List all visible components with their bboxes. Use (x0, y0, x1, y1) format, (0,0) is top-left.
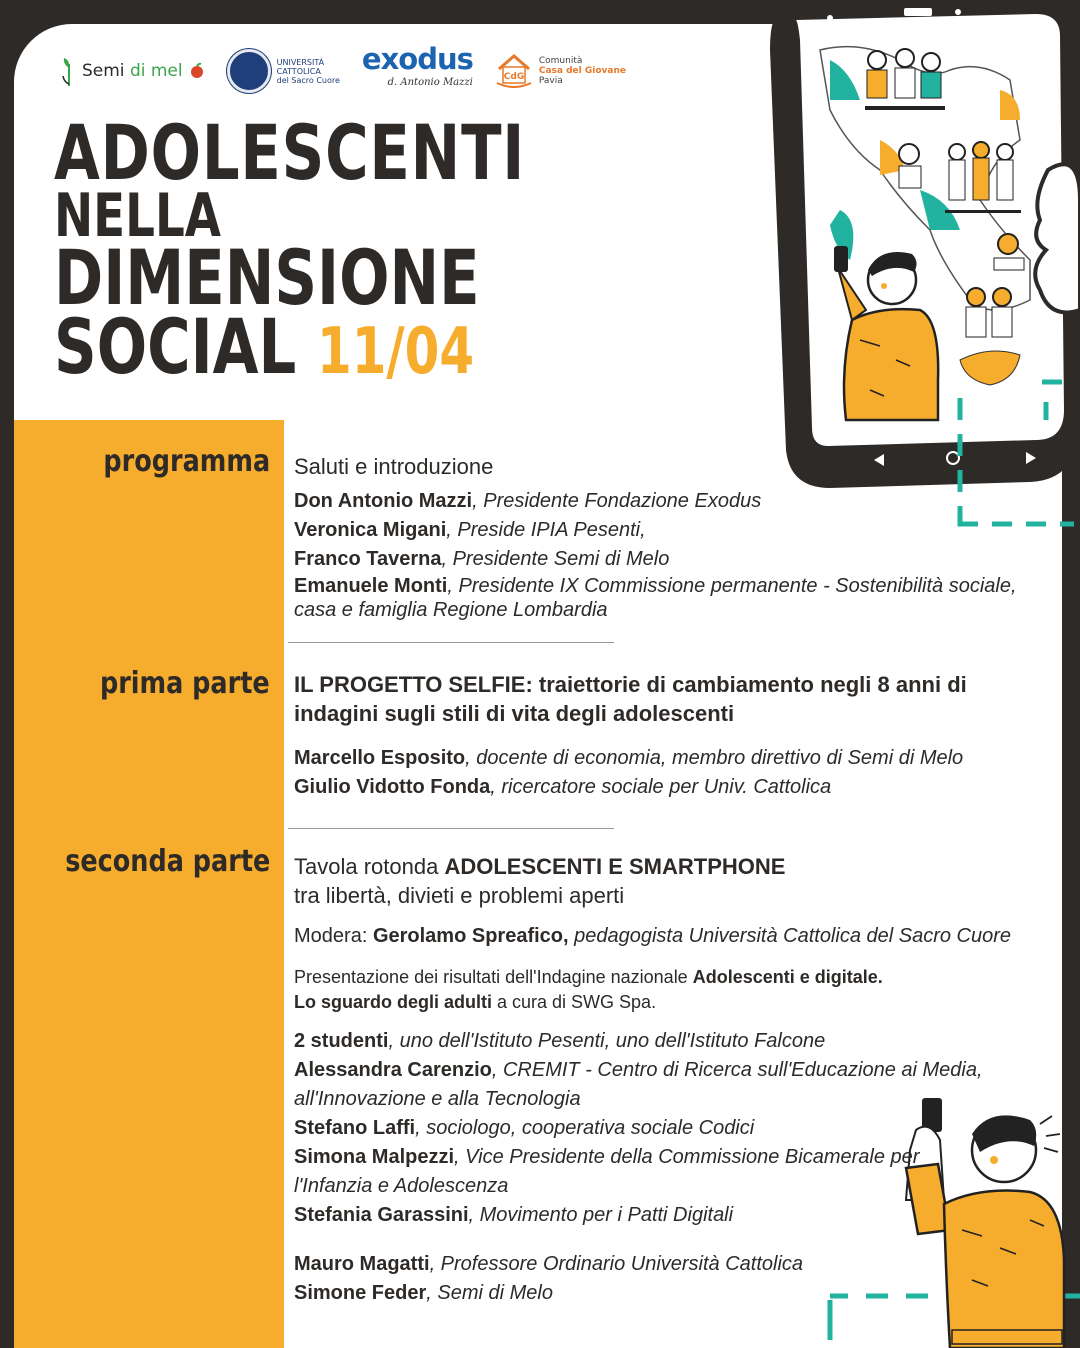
round-table-subtitle: tra libertà, divieti e problemi aperti (294, 883, 625, 908)
section-divider (288, 828, 614, 829)
speaker-row: Giulio Vidotto Fonda, ricercatore sociale per Univ. Cattolica (294, 776, 832, 798)
section-label-seconda-parte: seconda parte (64, 844, 270, 879)
programma-content (294, 452, 1017, 622)
cdg-line1: Comunità (538, 56, 583, 66)
speaker-row: Emanuele Monti, Presidente IX Commissione permanente - Sostenibilità sociale, (294, 575, 1017, 597)
speaker-row: Veronica Migani, Preside IPIA Pesenti, (294, 519, 646, 541)
prima-parte-content (294, 670, 984, 802)
panel-row: Simona Malpezzi, Vice Presidente della Commissione Bicamerale per (294, 1146, 920, 1168)
seconda-parte-content (294, 852, 1012, 1308)
apple-icon (189, 63, 205, 79)
exodus-name: exodus (361, 42, 473, 76)
speaker-row-continuation: casa e famiglia Regione Lombardia (294, 599, 608, 621)
logo-cdg (495, 53, 626, 89)
panel-row: l'Infanzia e Adolescenza (294, 1175, 509, 1197)
uc-line2: CATTOLICA (276, 66, 321, 76)
panel-row: Alessandra Carenzio, CREMIT - Centro di Ricerca sull'Educazione ai Media, (294, 1059, 983, 1081)
panel-row: Stefano Laffi, sociologo, cooperativa sociale Codici (294, 1117, 755, 1139)
logo-bar (62, 42, 626, 96)
speaker-row: Franco Taverna, Presidente Semi di Melo (294, 548, 670, 570)
closing-row: Simone Feder, Semi di Melo (294, 1282, 553, 1304)
exodus-signature: d. Antonio Mazzi (387, 77, 473, 88)
house-icon (495, 53, 533, 89)
cdg-line3: Pavia (538, 76, 563, 86)
presentation-row: Presentazione dei risultati dell'Indagine nazionale Adolescenti e digitale. (294, 967, 883, 987)
logo-semi-di-melo (62, 56, 205, 86)
uc-line3: del Sacro Cuore (276, 75, 340, 85)
round-table-title: Tavola rotonda ADOLESCENTI E SMARTPHONE (294, 854, 786, 879)
closing-row: Mauro Magatti, Professore Ordinario Università Cattolica (294, 1253, 804, 1275)
uc-line1: UNIVERSITÀ (276, 57, 325, 67)
cdg-badge: CdG (503, 72, 525, 82)
panel-row: all'Innovazione e alla Tecnologia (294, 1088, 581, 1110)
section-label-programma: programma (103, 444, 270, 479)
section-divider (288, 642, 614, 643)
cdg-line2: Casa del Giovane (538, 66, 626, 76)
prima-parte-title-line2: indagini sugli stili di vita degli adolescenti (294, 701, 735, 726)
section-label-prima-parte: prima parte (100, 666, 270, 701)
title-line4: SOCIAL 11/04 (54, 302, 475, 391)
prima-parte-title: IL PROGETTO SELFIE: traiettorie di cambiamento negli 8 anni di (294, 672, 967, 697)
title-line2: NELLA (54, 181, 222, 251)
presentation-row-2: Lo sguardo degli adulti a cura di SWG Spa. (294, 992, 657, 1012)
speaker-row: Don Antonio Mazzi, Presidente Fondazione Exodus (294, 490, 762, 512)
page-title (54, 108, 526, 391)
speaker-row: Marcello Esposito, docente di economia, membro direttivo di Semi di Melo (294, 747, 964, 769)
logo-universita-cattolica (227, 49, 340, 93)
moderator-row: Modera: Gerolamo Spreafico, pedagogista Università Cattolica del Sacro Cuore (294, 925, 1012, 947)
logo-semi-text: Semi di mel (82, 61, 183, 81)
panel-row: 2 studenti, uno dell'Istituto Pesenti, uno dell'Istituto Falcone (294, 1030, 826, 1052)
event-date: 11/04 (316, 315, 475, 389)
hand-icon (1035, 164, 1080, 312)
sprout-icon (62, 56, 76, 86)
logo-exodus (361, 42, 473, 97)
title-line1: ADOLESCENTI (54, 108, 526, 197)
panel-row: Stefania Garassini, Movimento per i Patti Digitali (294, 1204, 734, 1226)
title-line3: DIMENSIONE (54, 233, 480, 322)
university-seal-icon (227, 49, 271, 93)
programma-heading: Saluti e introduzione (294, 454, 494, 479)
